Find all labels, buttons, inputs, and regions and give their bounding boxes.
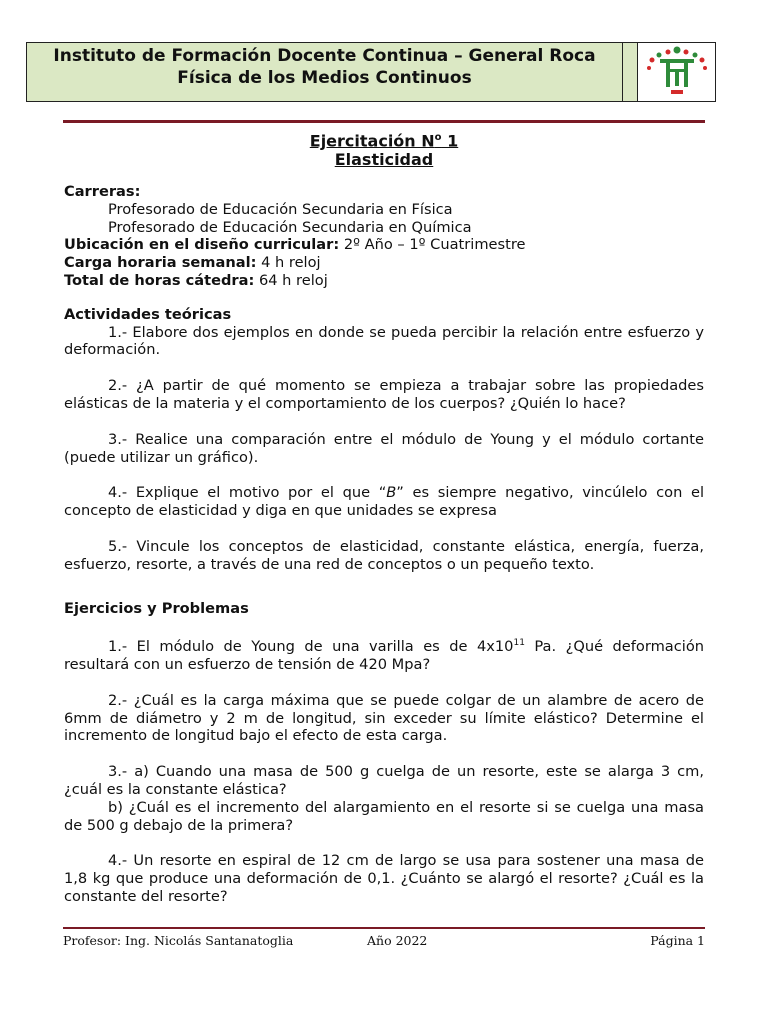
teorica-item [64, 484, 704, 520]
problema-item: 3.- a) Cuando una masa de 500 g cuelga de un resorte, este se alarga 3 cm, ¿cuál es la constante elástica? [64, 763, 704, 798]
title-superscript: o [434, 132, 442, 143]
logo-icon [644, 45, 710, 99]
title-line2: Elasticidad [334, 150, 434, 170]
item4-text: ” es siempre negativo, vincúlelo con el concepto de elasticidad y diga en que unidades se expresa [64, 484, 704, 520]
carga-label: Carga horaria semanal: [64, 254, 257, 272]
title-number: 1 [441, 131, 459, 151]
problema-item [64, 635, 704, 673]
problema-item: b) ¿Cuál es el incremento del alargamiento en el resorte si se cuelga una masa de 500 g debajo de la primera? [64, 798, 704, 834]
item4-variable: B [386, 484, 397, 502]
teorica-item: 2.- ¿A partir de qué momento se empieza a trabajar sobre las propiedades elásticas de la materia y el comportamiento de los cuerpos? ¿Quién lo hace? [64, 377, 704, 412]
carrera-item: Profesorado de Educación Secundaria en Química [108, 218, 472, 236]
item4-text: 4.- Explique el motivo por el que “ [108, 484, 387, 502]
footer-divider [63, 927, 705, 929]
teorica-item: 1.- Elabore dos ejemplos en donde se pueda percibir la relación entre esfuerzo y deformación. [64, 323, 704, 359]
section-heading-problemas: Ejercicios y Problemas [64, 599, 249, 617]
header-title [27, 43, 623, 101]
page-title [63, 128, 705, 169]
footer-page-number: Página 1 [650, 933, 705, 948]
p1-text: Pa. ¿Qué deformación resultará con un esfuerzo de tensión de 420 Mpa? [64, 638, 705, 673]
carreras-label: Carreras: [64, 183, 141, 200]
header-divider [63, 120, 705, 123]
title-line1 [63, 128, 705, 150]
teorica-item: 5.- Vincule los conceptos de elasticidad, constante elástica, energía, fuerza, esfuerzo, resorte, a través de una red de conceptos o un pequeño texto. [64, 537, 704, 573]
problema-item: 4.- Un resorte en espiral de 12 cm de largo se usa para sostener una masa de 1,8 kg que produce una deformación de 0,1. ¿Cuánto se alargó el resorte? ¿Cuál es la constante del resorte? [64, 852, 704, 905]
footer-year: Año 2022 [367, 933, 428, 948]
carga-value: 4 h reloj [256, 254, 321, 272]
document-header [26, 42, 716, 102]
ubicacion-label: Ubicación en el diseño curricular: [64, 236, 340, 254]
institution-logo [637, 43, 715, 101]
carrera-item: Profesorado de Educación Secundaria en Física [108, 200, 453, 218]
course-name: Física de los Medios Continuos [177, 68, 472, 88]
footer-profesor: Profesor: Ing. Nicolás Santanatoglia [63, 933, 294, 948]
problema-item: 2.- ¿Cuál es la carga máxima que se puede colgar de un alambre de acero de 6mm de diámetro y 2 m de longitud, sin exceder su límite elástico? Determine el incremento de longitud bajo el efecto de esta carga. [64, 691, 704, 745]
p1-exponent: 11 [513, 638, 525, 649]
section-heading-teoricas: Actividades teóricas [64, 305, 232, 323]
institution-name: Instituto de Formación Docente Continua – General Roca [53, 46, 596, 66]
total-value: 64 h reloj [254, 271, 328, 289]
document-body [64, 183, 704, 906]
p1-text: 1.- El módulo de Young de una varilla es de 4x10 [108, 638, 514, 656]
title-text: Ejercitación N [309, 131, 435, 151]
total-label: Total de horas cátedra: [64, 271, 255, 289]
ubicacion-value: 2º Año – 1º Cuatrimestre [339, 236, 526, 254]
ubicacion-line [64, 236, 704, 254]
carga-line [64, 254, 704, 272]
teorica-item: 3.- Realice una comparación entre el módulo de Young y el módulo cortante (puede utilizar un gráfico). [64, 430, 704, 466]
total-line [64, 272, 704, 290]
